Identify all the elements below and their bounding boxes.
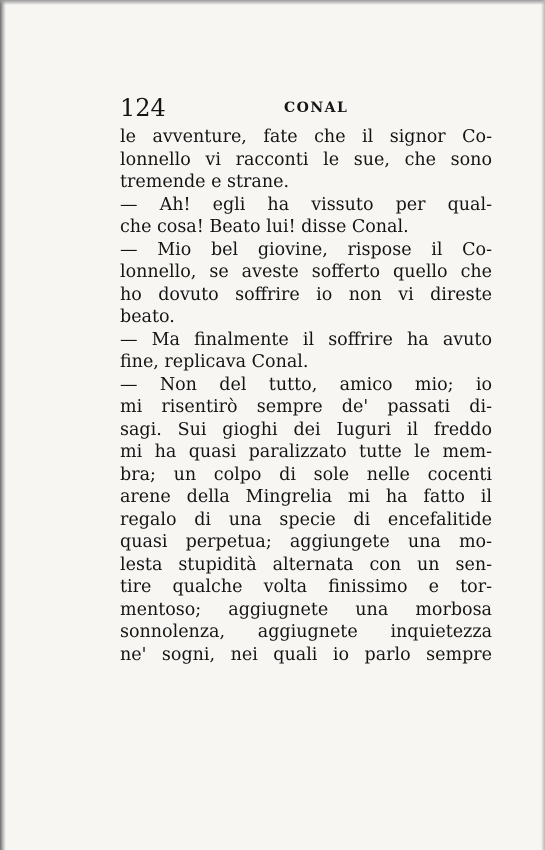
text-line: mi risentirò sempre de' passati di- xyxy=(120,397,492,417)
page-left-edge-shadow xyxy=(0,0,6,850)
text-line: lonnello, se aveste sofferto quello che xyxy=(120,262,492,282)
text-line: sonnolenza, aggiugnete inquietezza xyxy=(120,622,492,642)
text-line: mentoso; aggiugnete una morbosa xyxy=(120,599,492,620)
text-line: — Ah! egli ha vissuto per qual- xyxy=(120,194,492,215)
text-line: le avventure, fate che il signor Co- xyxy=(120,127,492,147)
page-right-edge-shadow xyxy=(541,0,545,850)
text-line: lonnello vi racconti le sue, che sono xyxy=(120,149,492,170)
text-line: lesta stupidità alternata con un sen- xyxy=(120,554,492,575)
text-line: sagi. Sui gioghi dei Iuguri il freddo xyxy=(120,419,492,440)
text-line: che cosa! Beato lui! disse Conal. xyxy=(120,217,409,237)
text-line: tire qualche volta finissimo e tor- xyxy=(120,577,492,597)
text-line: fine, replicava Conal. xyxy=(120,352,309,372)
text-line: quasi perpetua; aggiungete una mo- xyxy=(120,532,492,552)
running-title: CONAL xyxy=(284,100,349,116)
text-line: mi ha quasi paralizzato tutte le mem- xyxy=(120,442,492,462)
text-line: — Mio bel giovine, rispose il Co- xyxy=(120,239,492,260)
text-line: ho dovuto soffrire io non vi direste xyxy=(120,284,492,305)
text-line: bra; un colpo di sole nelle cocenti xyxy=(120,464,492,485)
text-line: — Ma finalmente il soffrire ha avuto xyxy=(120,329,492,350)
page-header xyxy=(120,94,490,122)
text-line: ne' sogni, nei quali io parlo sempre xyxy=(120,644,492,665)
page-number: 124 xyxy=(120,94,166,122)
text-line: arene della Mingrelia mi ha fatto il xyxy=(120,487,492,507)
text-line: beato. xyxy=(120,307,175,327)
text-line: tremende e strane. xyxy=(120,172,290,192)
body-text xyxy=(120,126,492,666)
page-top-edge-shadow xyxy=(0,0,545,5)
text-line: — Non del tutto, amico mio; io xyxy=(120,374,492,395)
text-line: regalo di una specie di encefalitide xyxy=(120,509,492,530)
